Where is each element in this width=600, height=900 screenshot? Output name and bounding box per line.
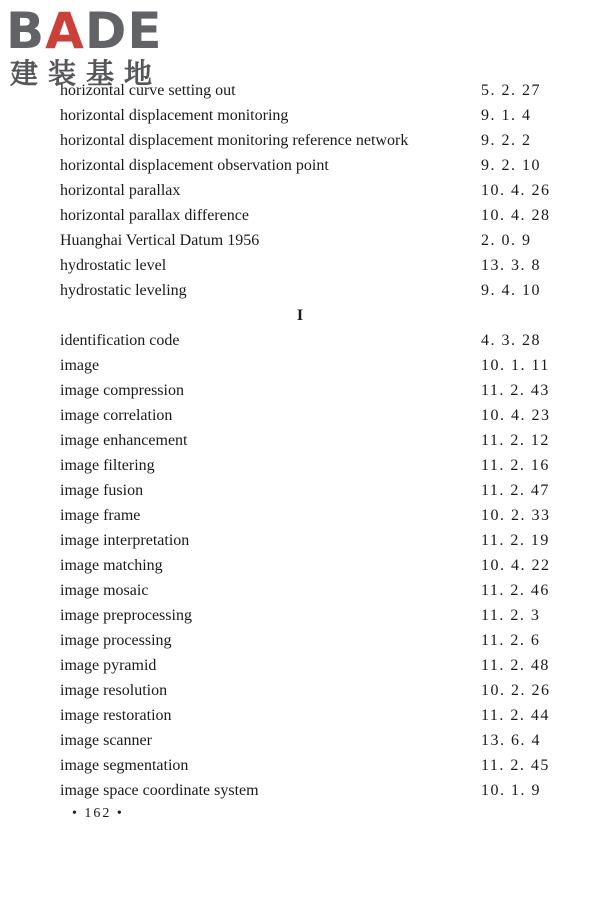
index-term: image preprocessing [60, 607, 192, 624]
index-term: horizontal curve setting out [60, 82, 236, 99]
index-entry [60, 178, 560, 203]
index-term: image pyramid [60, 657, 157, 674]
clause-reference: 11. 2. 19 [481, 532, 550, 549]
clause-reference: 13. 6. 4 [481, 732, 541, 749]
clause-reference: 11. 2. 16 [481, 457, 550, 474]
index-entry [60, 253, 560, 278]
index-list-h [60, 78, 560, 303]
index-entry [60, 428, 560, 453]
logo-wordmark: BADE [6, 2, 163, 60]
clause-reference: 5. 2. 27 [481, 82, 541, 99]
index-term: image filtering [60, 457, 155, 474]
index-entry [60, 128, 560, 153]
index-term: horizontal parallax difference [60, 207, 249, 224]
index-entry [60, 653, 560, 678]
index-term: Huanghai Vertical Datum 1956 [60, 232, 260, 249]
index-term: image interpretation [60, 532, 190, 549]
index-term: image frame [60, 507, 141, 524]
index-entry [60, 453, 560, 478]
index-term: horizontal parallax [60, 182, 181, 199]
index-term: horizontal displacement monitoring [60, 107, 289, 124]
index-entry [60, 678, 560, 703]
clause-reference: 11. 2. 44 [481, 707, 550, 724]
clause-reference: 10. 2. 33 [481, 507, 551, 524]
clause-reference: 11. 2. 48 [481, 657, 550, 674]
index-term: image compression [60, 382, 184, 399]
index-entry [60, 603, 560, 628]
index-entry [60, 278, 560, 303]
index-entry [60, 578, 560, 603]
clause-reference: 11. 2. 3 [481, 607, 541, 624]
clause-reference: 11. 2. 12 [481, 432, 550, 449]
clause-reference: 9. 2. 10 [481, 157, 541, 174]
index-entry [60, 528, 560, 553]
index-term: image enhancement [60, 432, 188, 449]
index-entry [60, 103, 560, 128]
clause-reference: 10. 1. 11 [481, 357, 550, 374]
index-term: hydrostatic level [60, 257, 167, 274]
index-entry [60, 778, 560, 803]
clause-reference: 9. 2. 2 [481, 132, 532, 149]
clause-reference: 9. 4. 10 [481, 282, 541, 299]
index-term: image processing [60, 632, 172, 649]
clause-reference: 10. 4. 26 [481, 182, 551, 199]
page-number: • 162 • [72, 806, 124, 821]
index-entry [60, 753, 560, 778]
index-term: image restoration [60, 707, 172, 724]
clause-reference: 10. 4. 23 [481, 407, 551, 424]
index-entry [60, 203, 560, 228]
clause-reference: 11. 2. 43 [481, 382, 550, 399]
section-letter-heading: I [296, 307, 304, 324]
clause-reference: 4. 3. 28 [481, 332, 541, 349]
index-term: image space coordinate system [60, 782, 259, 799]
clause-reference: 11. 2. 6 [481, 632, 541, 649]
clause-reference: 13. 3. 8 [481, 257, 541, 274]
index-entry [60, 703, 560, 728]
clause-reference: 11. 2. 46 [481, 582, 550, 599]
clause-reference: 9. 1. 4 [481, 107, 532, 124]
index-term: horizontal displacement monitoring reference network [60, 132, 409, 149]
index-entry [60, 478, 560, 503]
index-entry [60, 628, 560, 653]
index-entry [60, 328, 560, 353]
index-entry [60, 353, 560, 378]
index-entry [60, 503, 560, 528]
index-term: hydrostatic leveling [60, 282, 187, 299]
index-entry [60, 728, 560, 753]
clause-reference: 10. 4. 28 [481, 207, 551, 224]
index-entry [60, 228, 560, 253]
index-page [60, 78, 560, 803]
clause-reference: 11. 2. 45 [481, 757, 550, 774]
clause-reference: 2. 0. 9 [481, 232, 532, 249]
index-entry [60, 78, 560, 103]
index-entry [60, 403, 560, 428]
index-term: image mosaic [60, 582, 149, 599]
index-entry [60, 553, 560, 578]
clause-reference: 10. 1. 9 [481, 782, 541, 799]
clause-reference: 11. 2. 47 [481, 482, 550, 499]
index-term: image matching [60, 557, 163, 574]
logo-chinese-text: 建装基地 [10, 57, 163, 90]
index-term: image scanner [60, 732, 152, 749]
index-list-i [60, 328, 560, 803]
index-term: image [60, 357, 100, 374]
index-term: image resolution [60, 682, 168, 699]
index-term: image correlation [60, 407, 173, 424]
index-term: image segmentation [60, 757, 189, 774]
index-entry [60, 153, 560, 178]
index-term: identification code [60, 332, 180, 349]
index-term: image fusion [60, 482, 144, 499]
clause-reference: 10. 4. 22 [481, 557, 551, 574]
clause-reference: 10. 2. 26 [481, 682, 551, 699]
index-entry [60, 378, 560, 403]
index-term: horizontal displacement observation point [60, 157, 329, 174]
